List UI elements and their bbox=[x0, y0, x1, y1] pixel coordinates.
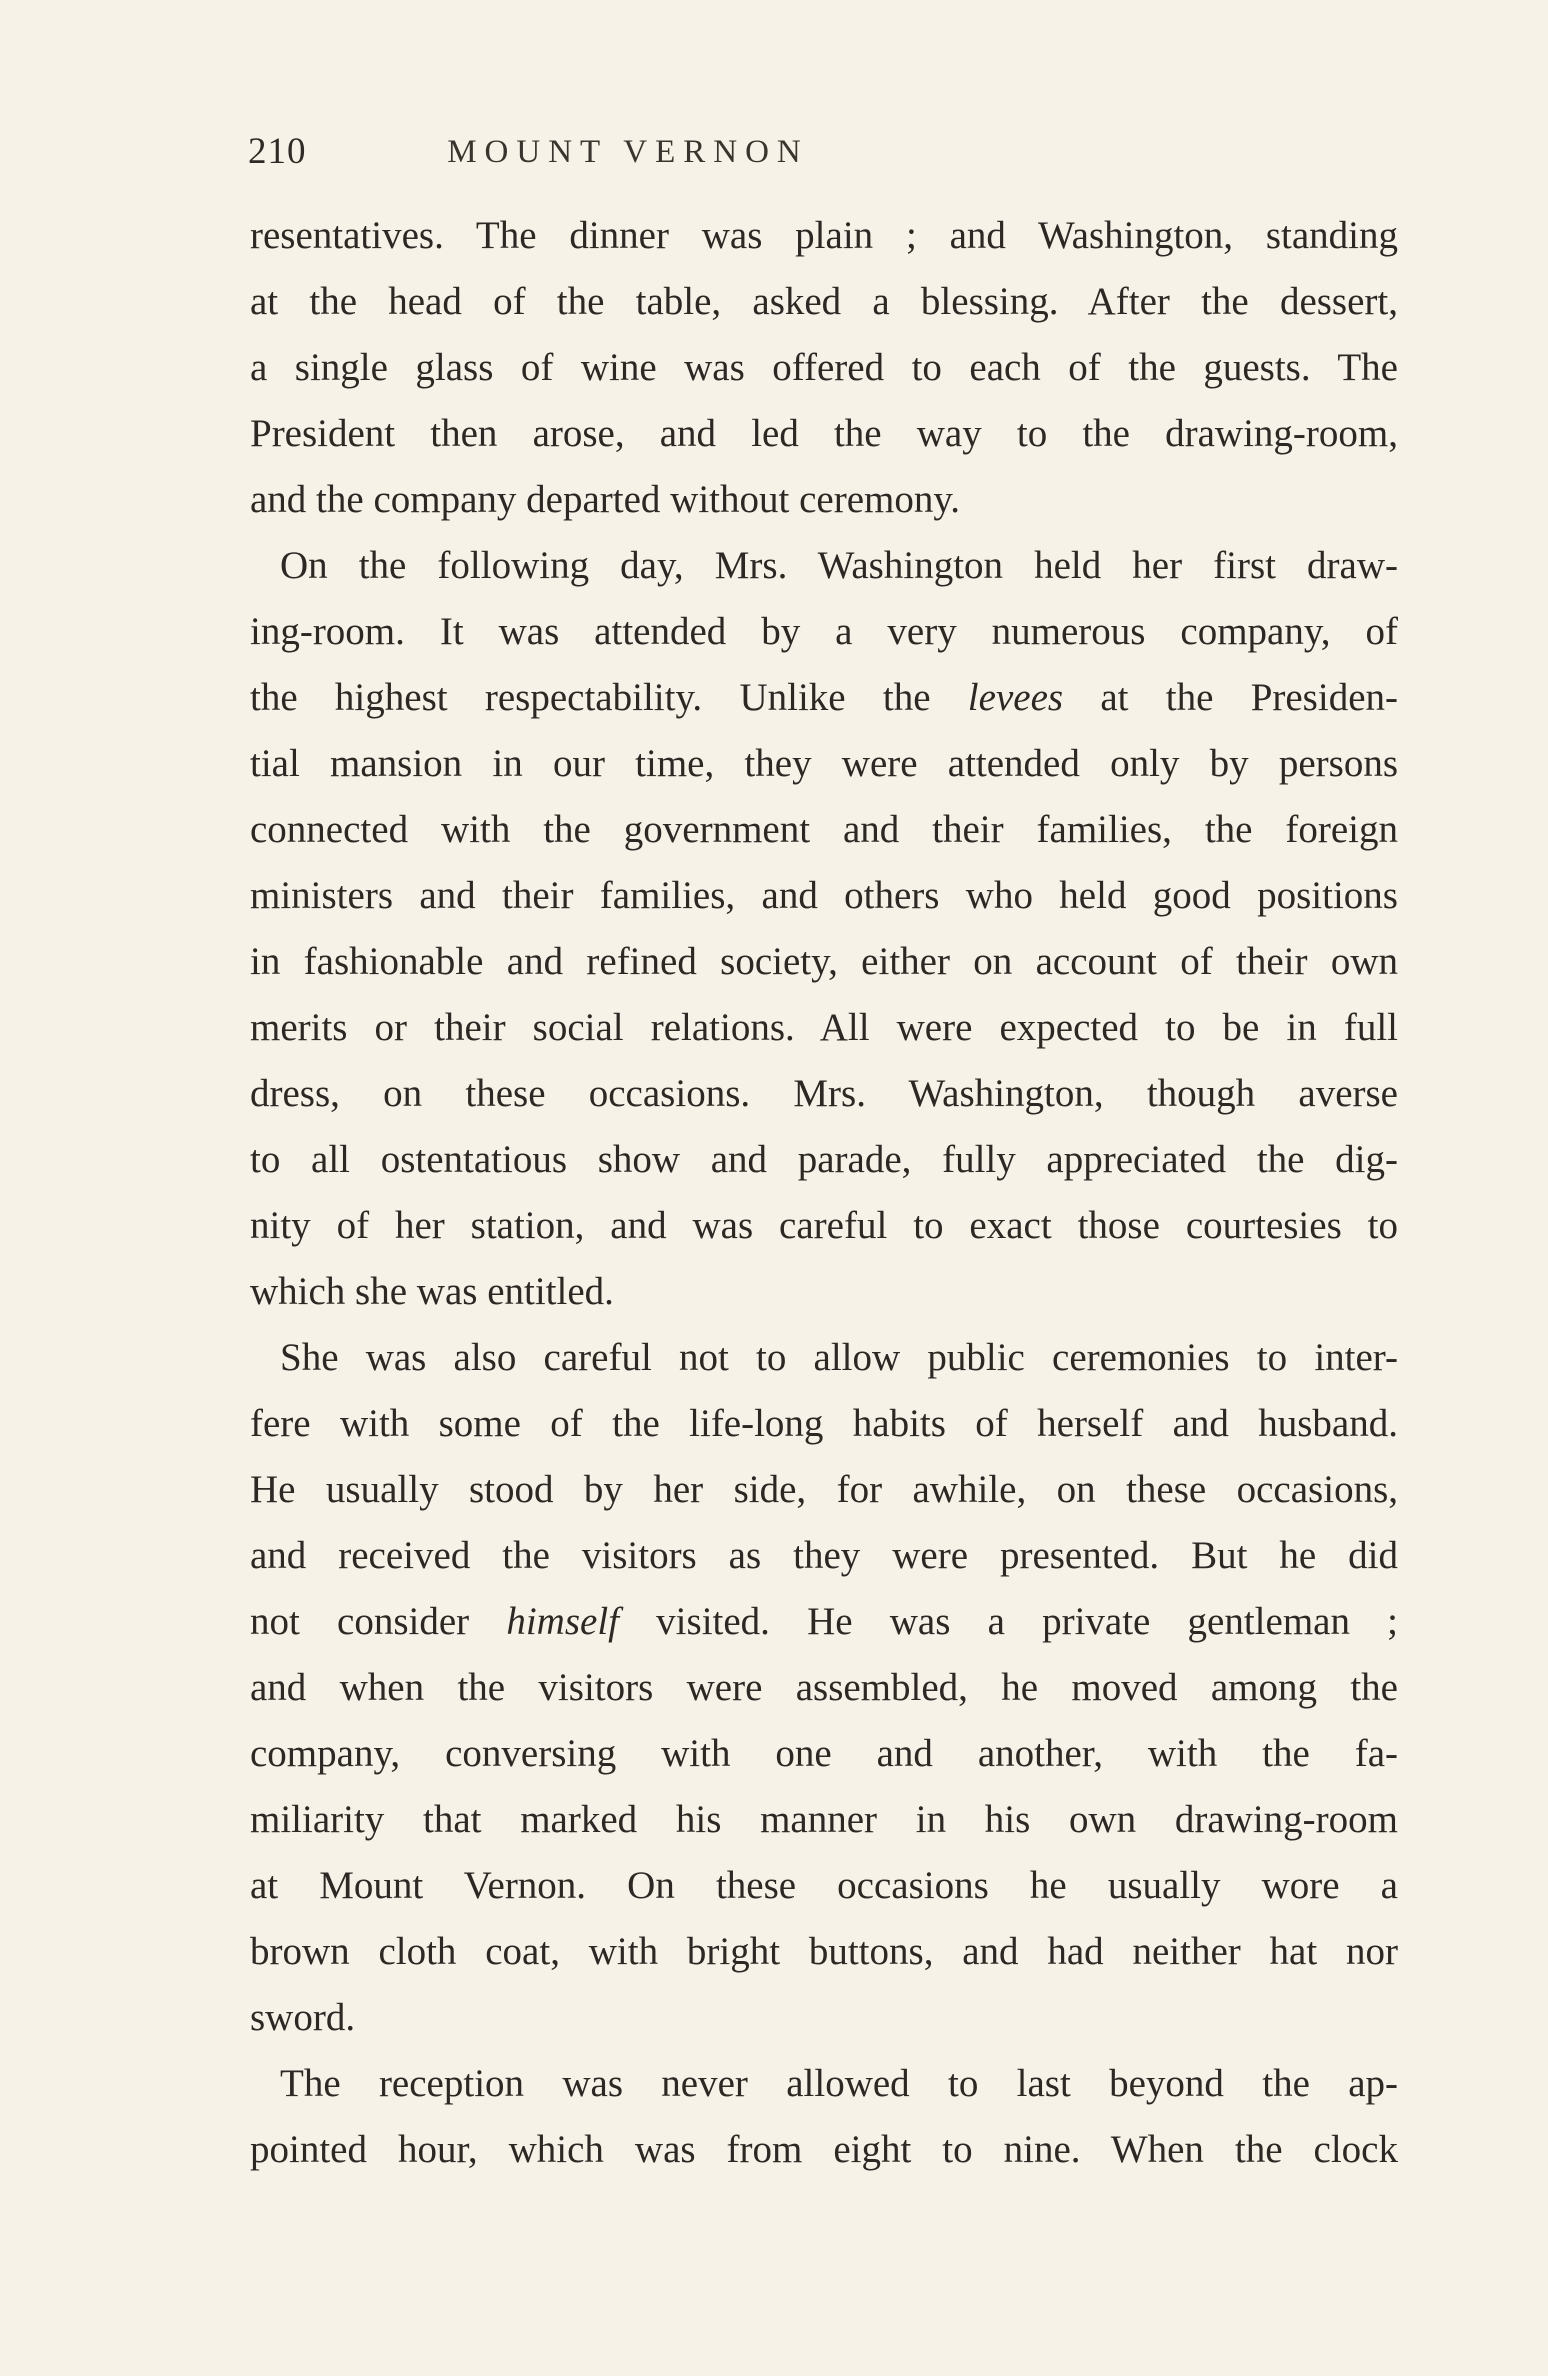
text-line: in fashionable and refined society, either on account of their own bbox=[250, 940, 1398, 983]
text-line: at the head of the table, asked a blessing. After the dessert, bbox=[250, 280, 1398, 323]
text-line: company, conversing with one and another, with the fa- bbox=[250, 1732, 1398, 1775]
text-line: brown cloth coat, with bright buttons, and had neither hat nor bbox=[250, 1930, 1398, 1973]
text-line: ministers and their families, and others who held good positions bbox=[250, 874, 1398, 917]
text-line: ing-room. It was attended by a very numerous company, of bbox=[250, 610, 1398, 653]
text-run: the highest respectability. Unlike the bbox=[250, 676, 968, 719]
text-line: which she was entitled. bbox=[250, 1270, 614, 1313]
text-line: a single glass of wine was offered to each of the guests. The bbox=[250, 346, 1398, 389]
italic-word: himself bbox=[506, 1600, 619, 1643]
text-line bbox=[250, 665, 1398, 731]
text-run: at the Presiden- bbox=[1063, 676, 1398, 719]
text-line: and when the visitors were assembled, he moved among the bbox=[250, 1666, 1398, 1709]
text-line: merits or their social relations. All were expected to be in full bbox=[250, 1006, 1398, 1049]
italic-word: levees bbox=[967, 676, 1064, 719]
text-line: tial mansion in our time, they were attended only by persons bbox=[250, 742, 1398, 785]
text-line: sword. bbox=[250, 1996, 356, 2039]
text-line: at Mount Vernon. On these occasions he usually wore a bbox=[250, 1864, 1398, 1907]
text-run: visited. He was a private gentleman ; bbox=[619, 1600, 1398, 1643]
text-line: resentatives. The dinner was plain ; and Washington, standing bbox=[250, 214, 1398, 257]
text-line: to all ostentatious show and parade, fully appreciated the dig- bbox=[250, 1138, 1398, 1181]
text-run: not consider bbox=[250, 1600, 507, 1643]
running-head bbox=[248, 130, 1008, 190]
text-line: He usually stood by her side, for awhile, on these occasions, bbox=[250, 1468, 1398, 1511]
page-number: 210 bbox=[248, 131, 307, 172]
text-line: She was also careful not to allow public ceremonies to inter- bbox=[280, 1336, 1398, 1379]
text-line: The reception was never allowed to last beyond the ap- bbox=[280, 2062, 1398, 2105]
text-line: pointed hour, which was from eight to nine. When the clock bbox=[250, 2128, 1398, 2171]
text-line: On the following day, Mrs. Washington held her first draw- bbox=[280, 544, 1398, 587]
text-line: fere with some of the life-long habits of herself and husband. bbox=[250, 1402, 1398, 1445]
body-text bbox=[250, 203, 1398, 2183]
text-line: connected with the government and their families, the foreign bbox=[250, 808, 1398, 851]
text-line: dress, on these occasions. Mrs. Washington, though averse bbox=[250, 1072, 1398, 1115]
text-line bbox=[250, 1589, 1398, 1655]
text-line: and the company departed without ceremony. bbox=[250, 478, 961, 521]
text-line: and received the visitors as they were presented. But he did bbox=[250, 1534, 1398, 1577]
text-line: President then arose, and led the way to the drawing-room, bbox=[250, 412, 1398, 455]
running-title: MOUNT VERNON bbox=[447, 134, 809, 170]
text-line: nity of her station, and was careful to exact those courtesies to bbox=[250, 1204, 1398, 1247]
text-line: miliarity that marked his manner in his own drawing-room bbox=[250, 1798, 1398, 1841]
